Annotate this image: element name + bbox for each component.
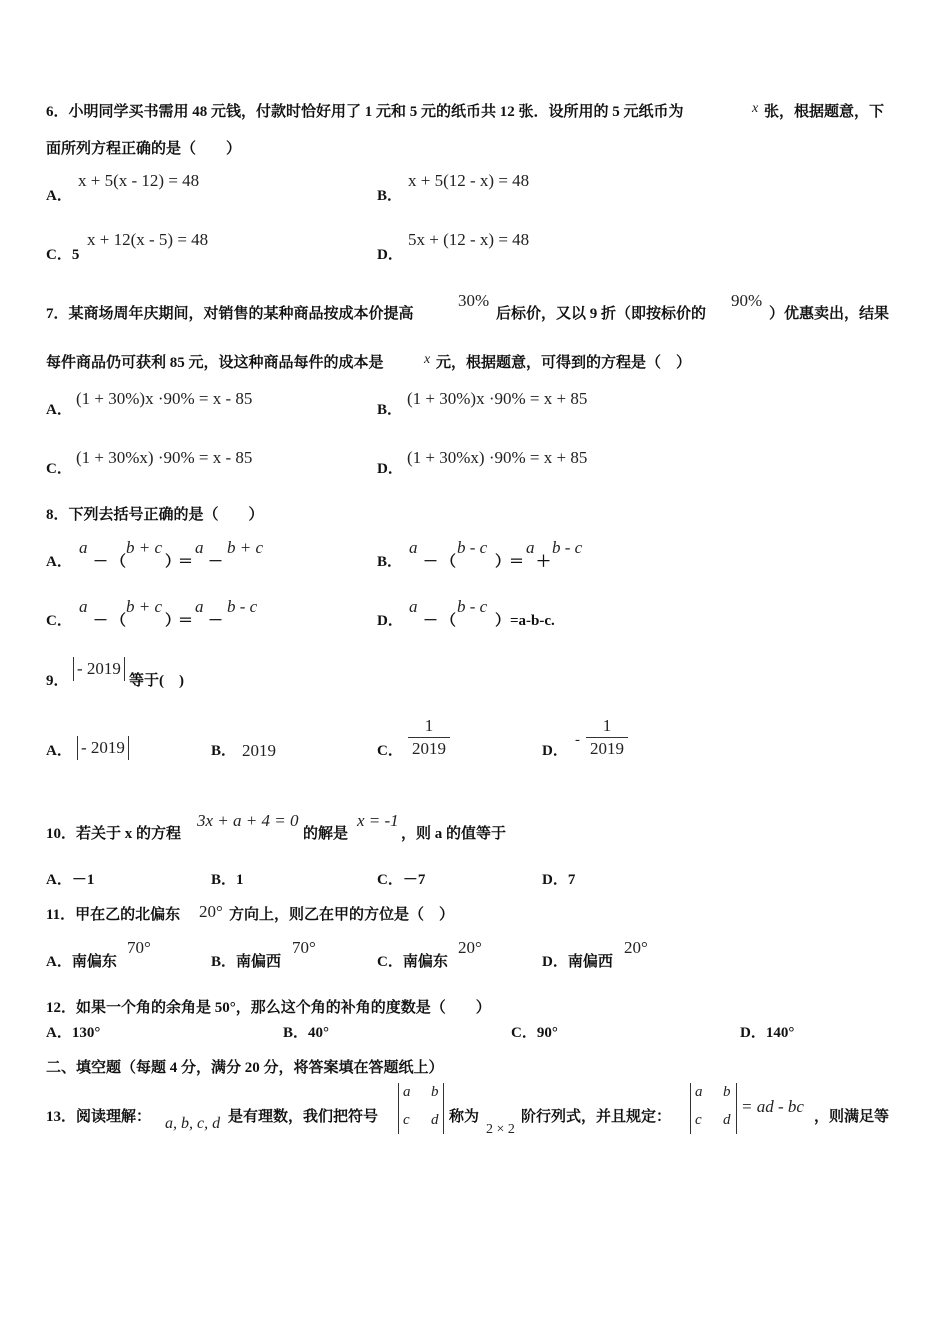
- q7-option-c-label: C．: [46, 461, 72, 477]
- q11-option-d-angle: 20°: [624, 938, 648, 957]
- q7-stem-part2: 后标价，又以 9 折（即按标价的: [496, 306, 707, 322]
- q10-stem-part2: 的解是: [303, 826, 349, 842]
- q9-c-fraction-bar: [408, 737, 450, 738]
- q13-rule-a: a: [695, 1084, 703, 1100]
- q8-d-var: a: [409, 597, 418, 616]
- q6-option-a-label: A．: [46, 188, 72, 204]
- q11-option-a-label: A．南偏东: [46, 954, 117, 970]
- section-2-title: 二、填空题（每题 4 分，满分 20 分，将答案填在答题纸上）: [46, 1060, 444, 1076]
- q13-stem-part4: 阶行列式，并且规定：: [521, 1109, 672, 1125]
- q8-c-lparen: （: [111, 613, 127, 629]
- q13-det-c: c: [403, 1112, 410, 1128]
- q13-det-d: d: [431, 1112, 439, 1128]
- q11-option-a-angle: 70°: [127, 938, 151, 957]
- q7-stem-part1: 7．某商场周年庆期间，对销售的某种商品按成本价提高: [46, 306, 414, 322]
- q12-stem: 12．如果一个角的余角是 50°，那么这个角的补角的度数是（ ）: [46, 1000, 491, 1016]
- q9-abs-bar-right: [124, 657, 125, 681]
- q10-option-d: D．7: [542, 872, 576, 888]
- q12-option-b: B．40°: [283, 1025, 330, 1041]
- q13-stem-part2: 是有理数，我们把符号: [228, 1109, 379, 1125]
- q11-option-c-angle: 20°: [458, 938, 482, 957]
- q8-c-rhs-minus: －: [208, 613, 224, 629]
- q6-option-c-label: C．5: [46, 247, 80, 263]
- q8-b-eq: ＝: [509, 554, 525, 570]
- q9-num: 9．: [46, 673, 69, 689]
- q13-rule-c: c: [695, 1112, 702, 1128]
- q11-option-b-angle: 70°: [292, 938, 316, 957]
- q8-a-rparen: ）: [165, 554, 181, 570]
- q11-stem-part1: 11．甲在乙的北偏东: [46, 907, 181, 923]
- q8-c-inner: b + c: [126, 597, 163, 616]
- q6-option-a-expr: x + 5(x - 12) = 48: [78, 171, 200, 190]
- q11-angle: 20°: [199, 902, 223, 921]
- q8-b-inner: b - c: [457, 538, 488, 557]
- q8-d-tail: ）=a-b-c.: [495, 613, 555, 629]
- q8-c-rhs-a: a: [195, 597, 204, 616]
- q10-stem-part1: 10．若关于 x 的方程: [46, 826, 182, 842]
- q7-option-a-expr: (1 + 30%)x ·90% = x - 85: [76, 389, 253, 408]
- q9-abs-value: - 2019: [77, 659, 121, 678]
- q8-d-lparen: （: [441, 613, 457, 629]
- q7-option-b-expr: (1 + 30%)x ·90% = x + 85: [407, 389, 588, 408]
- q13-order: 2 × 2: [486, 1122, 515, 1137]
- q9-c-fraction: [408, 716, 450, 759]
- q8-b-rhs-a: a: [526, 538, 535, 557]
- q10-equation: 3x + a + 4 = 0: [197, 811, 299, 830]
- q8-b-rhs-plus: ＋: [536, 554, 552, 570]
- q8-a-rhs-a: a: [195, 538, 204, 557]
- q6-var-x: x: [752, 101, 759, 116]
- q9-a-value: - 2019: [81, 738, 125, 757]
- q8-a-rhs-minus: －: [208, 554, 224, 570]
- q8-option-d-label: D．: [377, 613, 403, 629]
- q10-option-c: C．－7: [377, 872, 426, 888]
- q8-b-minus: －: [423, 554, 439, 570]
- q13-rule-b: b: [723, 1084, 731, 1100]
- q9-option-a-label: A．: [46, 743, 72, 759]
- q9-a-abs-bar-right: [128, 736, 129, 760]
- q9-option-c-label: C．: [377, 743, 403, 759]
- q8-b-var: a: [409, 538, 418, 557]
- q8-a-var: a: [79, 538, 88, 557]
- q9-c-denominator: 2019: [412, 739, 446, 758]
- q8-c-rparen: ）: [165, 613, 181, 629]
- q8-b-rhs-terms: b - c: [552, 538, 583, 557]
- q10-option-a: A．－1: [46, 872, 95, 888]
- q8-c-rhs-terms: b - c: [227, 597, 258, 616]
- q7-stem-line2a: 每件商品仍可获利 85 元，设这种商品每件的成本是: [46, 355, 384, 371]
- q10-solution: x = -1: [357, 811, 399, 830]
- q9-c-numerator: 1: [424, 716, 434, 735]
- q8-option-a-label: A．: [46, 554, 72, 570]
- q8-a-inner: b + c: [126, 538, 163, 557]
- q13-stem-part3: 称为: [449, 1109, 480, 1125]
- q9-d-fraction: [586, 716, 628, 759]
- q9-abs-bar-left: [73, 657, 74, 681]
- q8-a-rhs-terms: b + c: [227, 538, 264, 557]
- q7-option-d-expr: (1 + 30%x) ·90% = x + 85: [407, 448, 588, 467]
- q8-a-lparen: （: [111, 554, 127, 570]
- q8-b-rparen: ）: [495, 554, 511, 570]
- q9-stem-end: 等于( ): [129, 673, 184, 689]
- q13-vars: a, b, c, d: [165, 1115, 221, 1132]
- q7-pct-90: 90%: [731, 291, 763, 310]
- q9-a-abs-bar-left: [77, 736, 78, 760]
- q13-det-a: a: [403, 1084, 411, 1100]
- q12-option-c: C．90°: [511, 1025, 558, 1041]
- q11-stem-part2: 方向上，则乙在甲的方位是（ ）: [229, 907, 455, 923]
- q13-rule-bar-left: [690, 1083, 691, 1134]
- q13-stem-part5: ，则满足等: [814, 1109, 890, 1125]
- q13-det-bar-right: [443, 1083, 444, 1134]
- q13-det-b: b: [431, 1084, 439, 1100]
- q9-d-fraction-bar: [586, 737, 628, 738]
- q6-option-b-label: B．: [377, 188, 403, 204]
- q10-option-b: B．1: [211, 872, 244, 888]
- q7-option-b-label: B．: [377, 402, 403, 418]
- q7-option-a-label: A．: [46, 402, 72, 418]
- q6-option-b-expr: x + 5(12 - x) = 48: [408, 171, 530, 190]
- q6-option-d-label: D．: [377, 247, 403, 263]
- q9-option-b-label: B．: [211, 743, 237, 759]
- q6-stem-line1: 6．小明同学买书需用 48 元钱，付款时恰好用了 1 元和 5 元的纸币共 12 张．设所用的 5 元纸币为: [46, 104, 684, 120]
- q11-option-c-label: C．南偏东: [377, 954, 448, 970]
- q13-stem-part1: 13．阅读理解：: [46, 1109, 152, 1125]
- q7-option-c-expr: (1 + 30%x) ·90% = x - 85: [76, 448, 253, 467]
- q6-option-c-expr: x + 12(x - 5) = 48: [87, 230, 209, 249]
- q8-stem: 8．下列去括号正确的是（ ）: [46, 507, 264, 523]
- q7-var-x: x: [424, 352, 431, 367]
- q8-c-eq: ＝: [178, 613, 194, 629]
- q11-option-b-label: B．南偏西: [211, 954, 282, 970]
- q13-rule-d: d: [723, 1112, 731, 1128]
- q9-d-denominator: 2019: [590, 739, 624, 758]
- q8-b-lparen: （: [441, 554, 457, 570]
- q8-option-b-label: B．: [377, 554, 403, 570]
- q13-det-bar-left: [398, 1083, 399, 1134]
- q8-option-c-label: C．: [46, 613, 72, 629]
- q6-stem-line2: 面所列方程正确的是（ ）: [46, 141, 242, 157]
- q8-c-var: a: [79, 597, 88, 616]
- q6-stem-line1-end: 张，根据题意，下: [764, 104, 885, 120]
- q9-d-numerator: 1: [602, 716, 612, 735]
- q10-stem-part3: ，则 a 的值等于: [401, 826, 507, 842]
- q11-option-d-label: D．南偏西: [542, 954, 613, 970]
- q9-b-value: 2019: [242, 741, 276, 760]
- q7-pct-30: 30%: [458, 291, 490, 310]
- q8-a-minus: －: [93, 554, 109, 570]
- q7-option-d-label: D．: [377, 461, 403, 477]
- q8-d-inner: b - c: [457, 597, 488, 616]
- q9-d-sign: -: [575, 732, 580, 748]
- q9-option-d-label: D．: [542, 743, 568, 759]
- q12-option-a: A．130°: [46, 1025, 101, 1041]
- q12-option-d: D．140°: [740, 1025, 795, 1041]
- q13-rule: = ad - bc: [741, 1097, 804, 1116]
- q8-d-minus: －: [423, 613, 439, 629]
- q13-rule-bar-right: [736, 1083, 737, 1134]
- q7-stem-line2b: 元，根据题意，可得到的方程是（ ）: [436, 355, 692, 371]
- q8-c-minus: －: [93, 613, 109, 629]
- q7-stem-part3: ）优惠卖出，结果: [769, 306, 890, 322]
- q8-a-eq: ＝: [178, 554, 194, 570]
- q6-option-d-expr: 5x + (12 - x) = 48: [408, 230, 530, 249]
